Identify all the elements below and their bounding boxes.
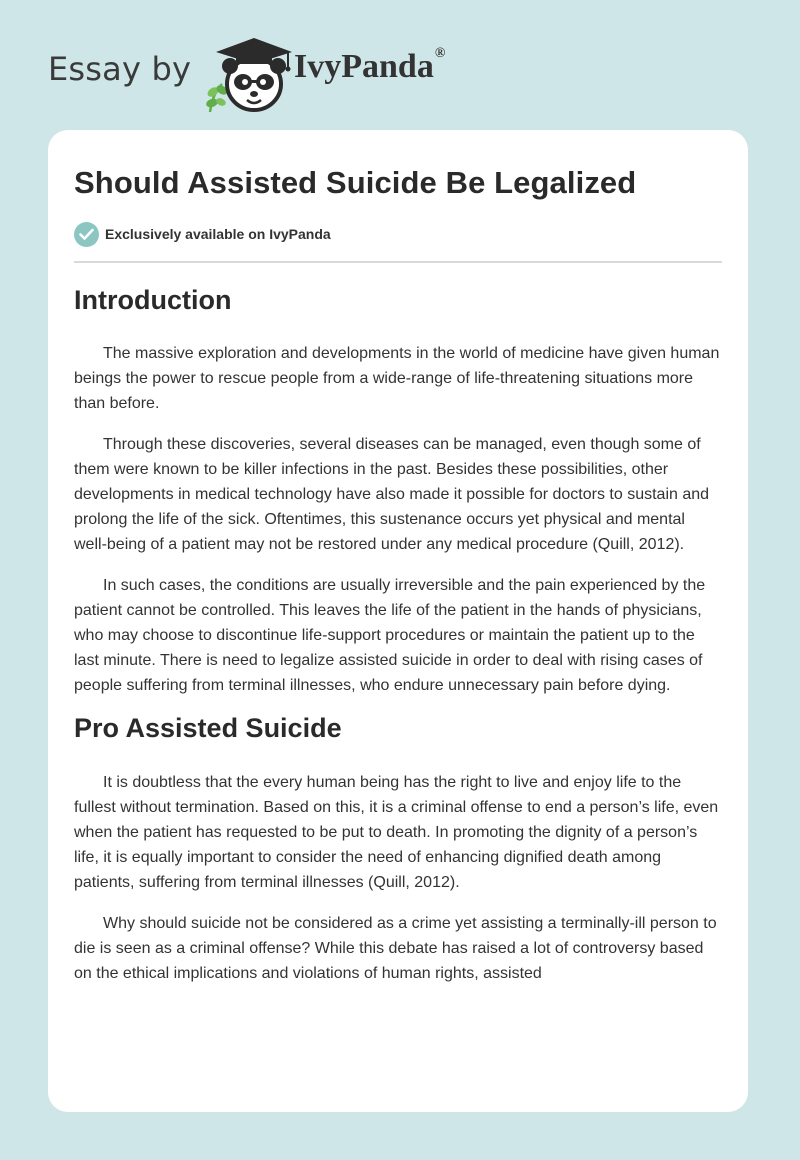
essay-card xyxy=(48,130,748,1112)
paragraph: It is doubtless that the every human being has the right to live and enjoy life to the fullest without termination. Based on this, it is a criminal offense to end a person’s life, even when the patient has requested to be put to death. In promoting the dignity of a person’s life, it is equally important to consider the need of enhancing dignified death among patients, suffering from terminal illnesses (Quill, 2012). xyxy=(74,774,719,891)
paragraph: The massive exploration and developments in the world of medicine have given human beings the power to rescue people from a wide-range of life-threatening situations more than before. xyxy=(74,345,720,412)
site-header xyxy=(48,26,748,116)
title-divider xyxy=(74,261,722,263)
essay-content xyxy=(74,280,722,986)
brand-name[interactable] xyxy=(294,48,445,86)
section-heading-pro-assisted-suicide: Pro Assisted Suicide xyxy=(74,713,342,743)
paragraph: Why should suicide not be considered as a crime yet assisting a terminally-ill person to die is seen as a criminal offense? While this debate has raised a lot of controversy based on the ethical implications and violations of human rights, assisted xyxy=(74,915,717,982)
exclusive-badge-text: Exclusively available on IvyPanda xyxy=(105,226,331,242)
panda-graduation-cap-icon[interactable] xyxy=(200,32,296,116)
essay-by-label: Essay by xyxy=(48,50,192,88)
essay-title: Should Assisted Suicide Be Legalized xyxy=(74,165,637,200)
check-circle-icon xyxy=(74,222,99,247)
brand-name-text: IvyPanda xyxy=(294,48,434,85)
exclusive-badge xyxy=(74,221,331,247)
paragraph: In such cases, the conditions are usually irreversible and the pain experienced by the patient cannot be controlled. This leaves the life of the patient in the hands of physicians, who may choose to discontinue life-support procedures or maintain the patient up to the last minute. There is need to legalize assisted suicide in order to deal with rising cases of people suffering from terminal illnesses, who endure unnecessary pain before dying. xyxy=(74,577,706,694)
trademark-symbol: ® xyxy=(434,46,446,61)
paragraph: Through these discoveries, several diseases can be managed, even though some of them were known to be killer infections in the past. Besides these possibilities, other developments in medical technology have also made it possible for doctors to sustain and prolong the life of the sick. Oftentimes, this sustenance occurs yet physical and mental well-being of a patient may not be restored under any medical procedure (Quill, 2012). xyxy=(74,436,710,553)
section-heading-introduction: Introduction xyxy=(74,285,232,315)
